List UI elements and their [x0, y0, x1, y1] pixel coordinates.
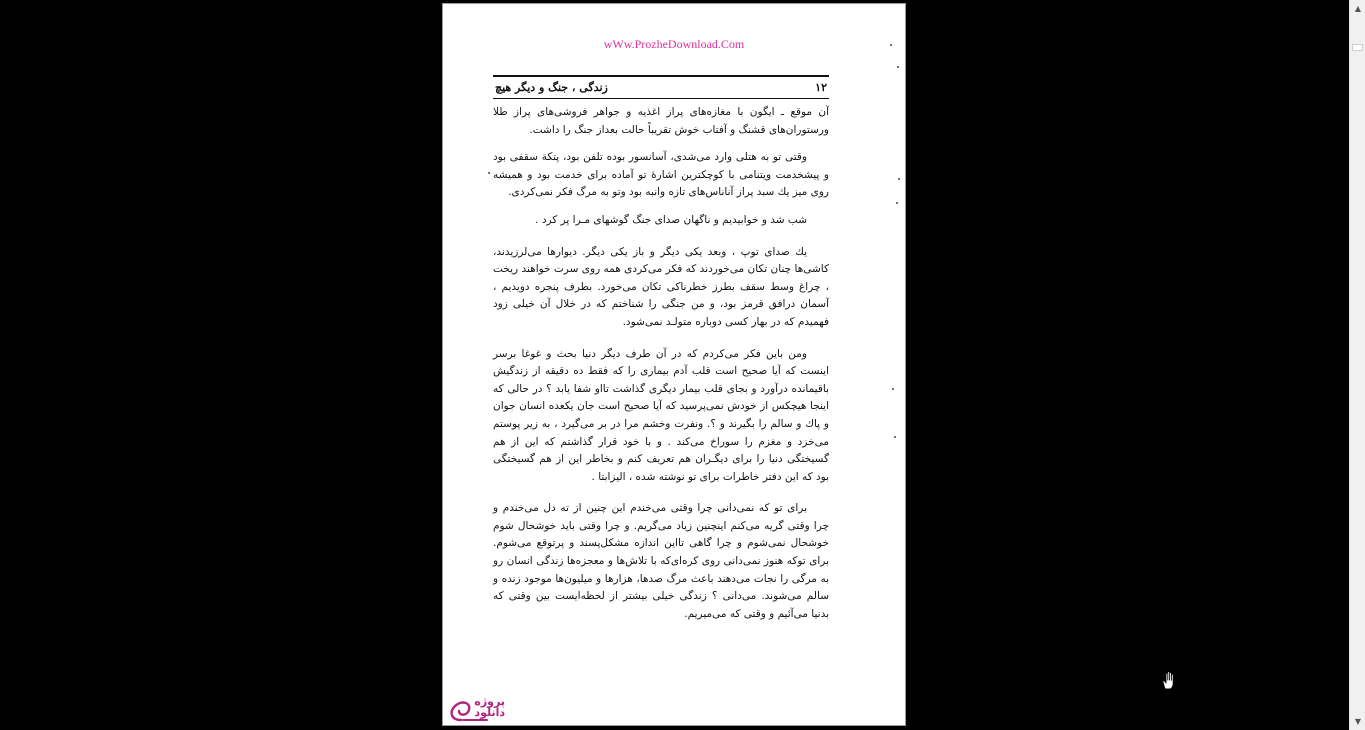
scan-speck — [896, 202, 898, 204]
scan-speck — [892, 388, 894, 390]
running-title: زندگی ، جنگ و دیگر هیچ — [495, 81, 608, 94]
scroll-down-arrow-icon[interactable]: ▼ — [1354, 717, 1362, 726]
page-body — [493, 104, 829, 623]
watermark-link[interactable]: wWw.ProzheDownload.Com — [603, 37, 745, 51]
scroll-up-arrow-icon[interactable]: ▲ — [1354, 4, 1362, 13]
scan-speck — [898, 178, 900, 180]
vertical-scrollbar[interactable] — [1349, 0, 1365, 730]
document-page — [442, 3, 906, 726]
page-number: ۱۲ — [815, 81, 827, 94]
scan-speck — [488, 172, 490, 174]
scan-speck — [890, 44, 892, 46]
prozhe-download-logo — [447, 694, 507, 724]
paragraph: شب شد و خوابیدیم و ناگهان صدای جنگ گوشهای مـرا پر کرد . — [535, 213, 807, 226]
hand-cursor-icon — [1160, 670, 1178, 690]
paragraph: ومن باین فکر می‌کردم که در آن طرف دیگر دنیا بحث و غوغا برسر اینست که آیا صحیح است قلب آدم بیماری را که فقط ده دقیقه از زندگیش باقیمانده درآورد و بجای قلب بیمار دیگری گذاشت تااو شفا یابد ؟ در حالی که اینجا هیچکس از خودش نمی‌پرسید که آیا صحیح است جان یکعده انسان جوان و پاك و سالم را بگیرند و ؟. ونفرت وخشم مرا در بر می‌گیرد ، به زیر پوستم می‌خزد و مغزم را سوراخ می‌کند . و با خود قرار گذاشتم که این از هم گسیختگی دنیا را برای دیگـران هم تعریف کنم و بخاطر این از هم گسیختگی بود که این دفتر خاطرات برای تو نوشته شده ، الیزابتا . — [493, 347, 829, 483]
logo-text: پروژه دانلود — [474, 695, 505, 719]
paragraph: وقتی تو به هتلی وارد می‌شدی، آسانسور بوده تلفن بود، پتکة سقفی بود و پیشخدمت ویتنامی با کوچکترین اشارهٔ تو آماده برای خدمت بود و همیشه روی میز یك سبد پراز آناناس‌های تازه وانبه بود وتو به مرگ فکر نمی‌کردی. — [493, 151, 829, 199]
scan-speck — [897, 66, 899, 68]
page-header — [493, 75, 829, 99]
paragraph: برای تو که نمی‌دانی چرا وقتی می‌خندم این چنین از ته دل می‌خندم و چرا وقتی گریه می‌کنم اینچنین زیاد می‌گریم. و چرا وقتی باید خوشحال شوم خوشحال نمی‌شوم و چرا گاهی تااین اندازه مشکل‌پسند و پرتوقع می‌شوم. برای توکه هنوز نمی‌دانی روی کره‌ای‌که با تلاش‌ها و معجزه‌ها زندگی انسان رو به مرگی را نجات می‌دهند باعث مرگ صدها، هزارها و میلیون‌ها موجود زنده و سالم می‌شوند. می‌دانی ؟ زندگی خیلی بیشتر از لحظه‌ایست بین وقتی که بدنیا می‌آئیم و وقتی که می‌میریم. — [493, 502, 829, 620]
scan-speck — [894, 436, 896, 438]
paragraph: آن موقع ـ ایگون با مغازه‌های پراز اغذیه و جواهر فروشی‌های پراز طلا ورستوران‌های قشنگ و آفتاب خوش تقریباً حالت بعداز جنگ را داشت. — [493, 106, 829, 136]
scroll-thumb[interactable] — [1352, 44, 1363, 51]
paragraph: یك صدای توپ ، وبعد یکی دیگر و باز یکی دیگر. دیوارها می‌لرزیدند، کاشی‌ها چنان تکان می‌خوردند که فکر می‌کردی همه روی سرت خواهند ریخت ، چراغ وسط سقف بطرز خطرناکی تکان می‌خورد. بطرف پنجره دویدیم ، آسمان درافق قرمز بود، و من جنگی را شناختم که در خلال آن خیلی زود فهمیدم که در بهار کسی دوباره متولـد نمی‌شود. — [493, 245, 829, 328]
